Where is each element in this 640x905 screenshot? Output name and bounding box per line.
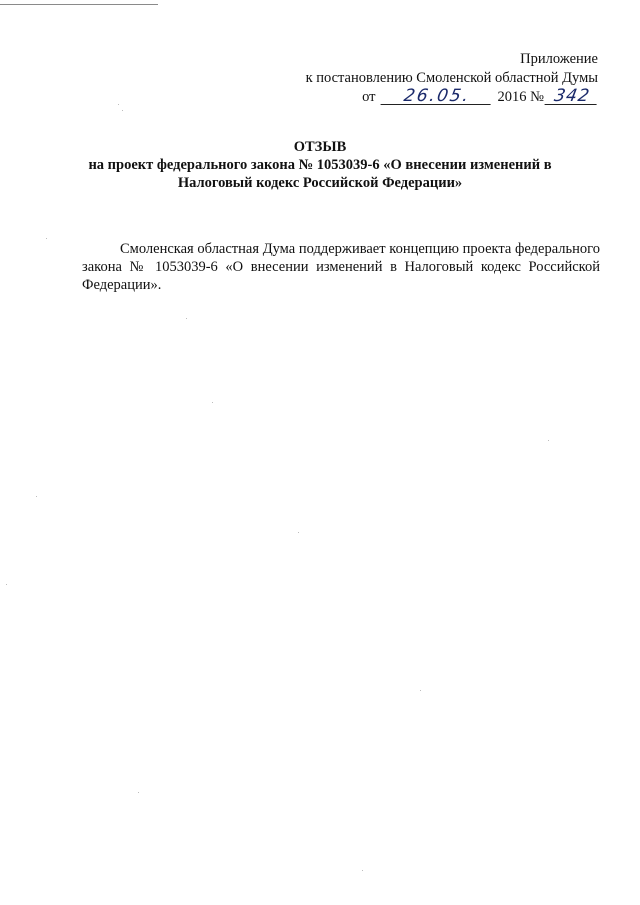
scan-speck: [420, 690, 421, 691]
handwritten-number: 342: [545, 88, 600, 105]
handwritten-date: 26.05.: [380, 88, 493, 105]
heading-title: ОТЗЫВ: [293, 139, 347, 155]
scan-speck: [548, 440, 549, 441]
scan-speck: [6, 584, 7, 585]
scan-edge-line: [0, 0, 158, 5]
heading-subtitle-line1: на проект федерального закона № 1053039-6 «О внесении изменений в: [88, 157, 552, 173]
scan-speck: [212, 402, 213, 403]
year-number-label: 2016 №: [497, 89, 544, 105]
scan-speck: [118, 104, 119, 105]
scan-speck: [36, 496, 37, 497]
appendix-resolution: к постановлению Смоленской областной Думы: [305, 70, 598, 86]
scan-speck: [186, 318, 187, 319]
scan-speck: [46, 238, 47, 239]
scan-speck: [122, 110, 123, 111]
body-paragraph: Смоленская областная Дума поддерживает концепцию проекта федерального закона № 1053039-6 «О внесении изменений в Налоговый кодекс Российской Федерации».: [82, 240, 600, 293]
scan-speck: [138, 792, 139, 793]
appendix-title: Приложение: [520, 51, 598, 67]
scan-speck: [298, 532, 299, 533]
heading-subtitle-line2: Налоговый кодекс Российской Федерации»: [177, 175, 463, 191]
document-heading: [60, 138, 580, 192]
scan-speck: [362, 870, 363, 871]
appendix-date-line: [306, 88, 598, 107]
appendix-header: [306, 50, 598, 107]
date-prefix: от: [362, 89, 376, 105]
